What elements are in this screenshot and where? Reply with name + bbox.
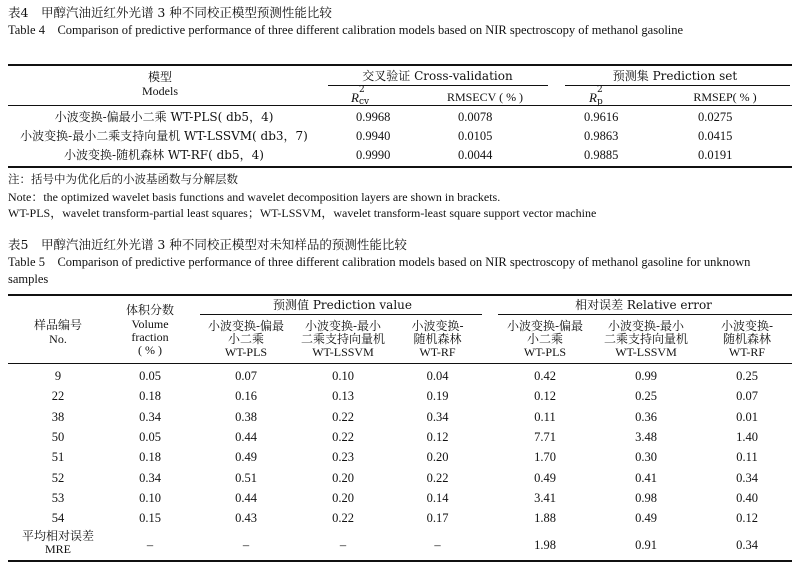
t5-cell-vf: 0.10: [139, 491, 161, 505]
t5-cell-vf: 0.15: [139, 511, 161, 525]
t5-cell-no: 51: [51, 450, 65, 464]
t5-col-vf-en1: Volume: [131, 317, 169, 331]
t5-cell-err-rf: 0.01: [736, 410, 758, 424]
t5-pred-lssvm-l3: WT-LSSVM: [312, 345, 374, 359]
t5-err-rf-l2: 随机森林: [722, 332, 771, 346]
t5-cell-pred-lssvm: 0.23: [332, 450, 354, 464]
t5-cell-err-lssvm: 3.48: [635, 430, 657, 444]
t4-row-rmsecv: 0.0044: [458, 148, 493, 162]
t4-row-rmsecv: 0.0105: [458, 129, 493, 143]
t5-cell-err-pls: 0.49: [534, 471, 556, 485]
t5-cell-pred-lssvm: 0.22: [332, 511, 354, 525]
t5-pred-pls-l2: 小二乘: [227, 332, 264, 346]
t5-mre-e3: 0.34: [736, 538, 758, 552]
t4-col-rcv: R 2 cv: [351, 85, 370, 107]
t5-cell-no: 52: [51, 471, 65, 485]
t4-col-rmsep: RMSEP( % ): [693, 90, 757, 104]
t5-bottom-rule: [8, 560, 792, 562]
t5-cell-vf: 0.18: [139, 389, 161, 403]
t5-cell-pred-pls: 0.16: [235, 389, 257, 403]
t5-cell-pred-pls: 0.44: [235, 430, 257, 444]
t5-cell-pred-rf: 0.17: [426, 511, 449, 525]
t5-cell-err-rf: 0.40: [736, 491, 758, 505]
t5-pred-pls-l1: 小波变换-偏最: [207, 319, 285, 333]
t5-cell-pred-pls: 0.43: [235, 511, 257, 525]
t5-pred-rf-l3: WT-RF: [419, 345, 456, 359]
t5-cell-no: 54: [51, 511, 65, 525]
t4-col-model-en: Models: [142, 84, 178, 98]
t5-cell-no: 50: [51, 430, 65, 444]
t5-group-pred: 预测值 Prediction value: [273, 298, 412, 312]
t5-col-vf-en2: fraction: [131, 330, 169, 344]
t5-header-rule: [8, 363, 792, 364]
t4-note-en2: WT-PLS，wavelet transform-partial least squares；WT-LSSVM，wavelet transform-least square support vector machine: [8, 206, 597, 220]
t5-cell-pred-pls: 0.07: [235, 369, 257, 383]
t4-note-en1: Note：the optimized wavelet basis functions and wavelet decomposition layers are shown in brackets.: [8, 190, 501, 204]
t5-cell-pred-lssvm: 0.20: [332, 491, 354, 505]
t5-cell-vf: 0.34: [139, 410, 161, 424]
table5-caption-zh: 表5 甲醇汽油近红外光谱 3 种不同校正模型对未知样品的预测性能比较: [8, 237, 407, 252]
t5-cell-err-rf: 0.12: [736, 511, 758, 525]
t4-col-rmsecv: RMSECV ( % ): [446, 90, 524, 104]
t5-pred-lssvm-l2: 二乘支持向量机: [300, 332, 385, 346]
t5-cell-err-rf: 0.07: [736, 389, 758, 403]
t5-cell-pred-pls: 0.49: [235, 450, 257, 464]
t5-cell-err-rf: 0.34: [736, 471, 758, 485]
t5-cell-pred-rf: 0.19: [426, 389, 449, 403]
t5-cell-err-lssvm: 0.30: [635, 450, 657, 464]
t5-cell-err-rf: 1.40: [736, 430, 758, 444]
t5-cell-err-pls: 1.70: [534, 450, 556, 464]
t5-mre-vf: –: [146, 538, 154, 552]
t5-mre-e1: 1.98: [534, 538, 556, 552]
t5-pred-pls-l3: WT-PLS: [224, 345, 268, 359]
t5-cell-pred-pls: 0.38: [235, 410, 257, 424]
t4-row-model: 小波变换-随机森林 WT-RF( db5，4): [64, 148, 264, 162]
t5-cell-err-rf: 0.25: [736, 369, 758, 383]
t4-row-rp: 0.9885: [584, 148, 619, 162]
t5-cell-vf: 0.05: [139, 430, 161, 444]
t5-err-underline: [498, 314, 792, 315]
table4-top-rule: [8, 64, 792, 66]
table4-caption-en: Table 4 Comparison of predictive performance of three different calibration models based on NIR spectroscopy of methanol gasoline: [8, 23, 684, 37]
t5-mre-e2: 0.91: [635, 538, 657, 552]
t5-err-pls-l2: 小二乘: [526, 332, 563, 346]
t5-cell-pred-pls: 0.44: [235, 491, 257, 505]
t4-col-rp: R 2 p: [589, 85, 603, 107]
t4-row-rmsep: 0.0415: [698, 129, 733, 143]
t5-mre-p2: –: [339, 538, 347, 552]
t5-col-vf-zh: 体积分数: [125, 303, 174, 317]
t5-cell-pred-rf: 0.34: [426, 410, 449, 424]
t5-cell-pred-lssvm: 0.13: [332, 389, 354, 403]
t5-err-pls-l3: WT-PLS: [523, 345, 567, 359]
t5-mre-p3: –: [434, 538, 441, 552]
t5-cell-no: 9: [54, 369, 62, 383]
t5-err-rf-l3: WT-RF: [728, 345, 766, 359]
t4-row-rp: 0.9616: [584, 110, 619, 124]
t5-col-sample-en: No.: [49, 332, 67, 346]
t5-cell-err-lssvm: 0.98: [635, 491, 657, 505]
t5-cell-no: 38: [51, 410, 65, 424]
t5-err-lssvm-l1: 小波变换-最小: [607, 319, 685, 333]
t5-mre-en: MRE: [44, 542, 71, 556]
t5-cell-err-lssvm: 0.99: [635, 369, 657, 383]
t4-group-cv: 交叉验证 Cross-validation: [362, 69, 513, 83]
t5-cell-vf: 0.05: [139, 369, 161, 383]
t5-cell-pred-pls: 0.51: [235, 471, 257, 485]
t5-err-rf-l1: 小波变换-: [720, 319, 774, 333]
t4-row-rp: 0.9863: [584, 129, 619, 143]
t4-row-model: 小波变换-最小二乘支持向量机 WT-LSSVM( db3，7): [20, 129, 308, 143]
t5-cell-err-lssvm: 0.41: [635, 471, 657, 485]
t4-row-rmsep: 0.0275: [698, 110, 733, 124]
t5-mre-p1: –: [242, 538, 250, 552]
t5-cell-err-pls: 7.71: [534, 430, 556, 444]
t5-cell-pred-rf: 0.14: [426, 491, 449, 505]
t4-row-rmsep: 0.0191: [698, 148, 733, 162]
t5-cell-err-pls: 0.12: [534, 389, 556, 403]
t5-err-pls-l1: 小波变换-偏最: [506, 319, 584, 333]
t4-row-rmsecv: 0.0078: [458, 110, 493, 124]
t4-row-model: 小波变换-偏最小二乘 WT-PLS( db5，4): [54, 110, 274, 124]
t4-row-rcv: 0.9968: [356, 110, 391, 124]
t5-group-err: 相对误差 Relative error: [575, 298, 712, 312]
t5-cell-err-rf: 0.11: [736, 450, 758, 464]
t4-note-zh: 注：括号中为优化后的小波基函数与分解层数: [8, 172, 238, 186]
t5-cell-err-lssvm: 0.49: [635, 511, 657, 525]
t4-bottom-rule: [8, 166, 792, 168]
t5-cell-no: 53: [51, 491, 65, 505]
t5-err-lssvm-l3: WT-LSSVM: [615, 345, 677, 359]
t5-col-vf-en3: ( % ): [138, 343, 162, 357]
table5-top-rule: [8, 294, 792, 296]
t5-col-sample-zh: 样品编号: [33, 318, 82, 332]
t5-cell-pred-lssvm: 0.22: [332, 410, 354, 424]
t5-cell-err-pls: 0.11: [534, 410, 556, 424]
t5-cell-pred-rf: 0.12: [426, 430, 449, 444]
t5-cell-pred-lssvm: 0.10: [332, 369, 354, 383]
t5-pred-lssvm-l1: 小波变换-最小: [304, 319, 382, 333]
t5-cell-vf: 0.34: [139, 471, 161, 485]
t4-col-model-zh: 模型: [147, 70, 172, 84]
t4-header-rule: [8, 105, 792, 106]
t5-cell-no: 22: [51, 389, 65, 403]
t5-pred-underline: [200, 314, 482, 315]
t5-cell-pred-lssvm: 0.22: [332, 430, 354, 444]
t5-cell-err-pls: 1.88: [534, 511, 556, 525]
t5-cell-pred-rf: 0.20: [426, 450, 449, 464]
t5-cell-vf: 0.18: [139, 450, 161, 464]
t5-cell-pred-rf: 0.04: [426, 369, 449, 383]
t5-cell-err-pls: 0.42: [534, 369, 556, 383]
t5-cell-err-lssvm: 0.25: [635, 389, 657, 403]
t5-cell-err-pls: 3.41: [534, 491, 556, 505]
table4-caption-zh: 表4 甲醇汽油近红外光谱 3 种不同校正模型预测性能比较: [8, 5, 332, 20]
table5-caption-en: Table 5 Comparison of predictive performance of three different calibration models based on NIR spectroscopy of methanol gasoline for unknown samples: [8, 255, 751, 286]
t4-group-pred: 预测集 Prediction set: [612, 69, 738, 83]
t5-cell-pred-rf: 0.22: [426, 471, 449, 485]
t5-pred-rf-l2: 随机森林: [413, 332, 462, 346]
t5-cell-err-lssvm: 0.36: [635, 410, 657, 424]
t5-cell-pred-lssvm: 0.20: [332, 471, 354, 485]
t5-err-lssvm-l2: 二乘支持向量机: [603, 332, 688, 346]
t5-mre-zh: 平均相对误差: [21, 529, 94, 543]
t4-row-rcv: 0.9990: [356, 148, 391, 162]
t5-pred-rf-l1: 小波变换-: [411, 319, 464, 333]
t4-row-rcv: 0.9940: [356, 129, 391, 143]
